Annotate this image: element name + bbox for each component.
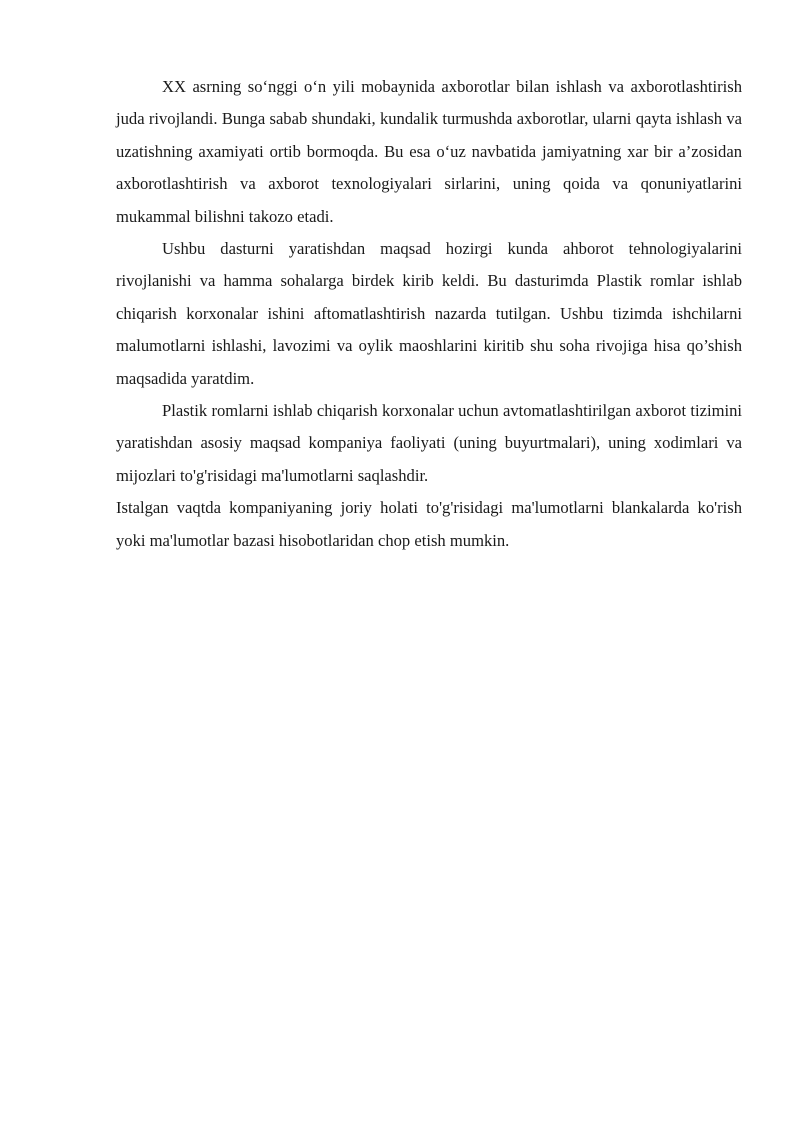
- document-body: [116, 71, 742, 557]
- closing-paragraph: Istalgan vaqtda kompaniyaning joriy holati to'g'risidagi ma'lumotlarni blankalarda ko'rish yoki ma'lumotlar bazasi hisobotlaridan chop etish mumkin.: [116, 498, 742, 550]
- paragraph-1: XX asrning so‘nggi o‘n yili mobaynida axborotlar bilan ishlash va axborotlashtirish juda rivojlandi. Bunga sabab shundaki, kundalik turmushda axborotlar, ularni qayta ishlash va uzatishning axamiyati ortib bormoqda. Bu esa o‘uz navbatida jamiyatning xar bir a’zosidan axborotlashtirish va axborot texnologiyalari sirlarini, uning qoida va qonuniyatlarini mukammal bilishni takozo etadi.: [116, 77, 742, 226]
- paragraph-3: Plastik romlarni ishlab chiqarish korxonalar uchun avtomatlashtirilgan axborot tizimini yaratishdan asosiy maqsad kompaniya faoliyati (uning buyurtmalari), uning xodimlari va mijozlari to'g'risidagi ma'lumotlarni saqlashdir.: [116, 401, 742, 485]
- paragraph-2: Ushbu dasturni yaratishdan maqsad hozirgi kunda ahborot tehnologiyalarini rivojlanishi va hamma sohalarga birdek kirib keldi. Bu dasturimda Plastik romlar ishlab chiqarish korxonalar ishini aftomatlashtirish nazarda tutilgan. Ushbu tizimda ishchilarni malumotlarni ishlashi, lavozimi va oylik maoshlarini kiritib shu soha rivojiga hisa qo’shish maqsadida yaratdim.: [116, 239, 742, 388]
